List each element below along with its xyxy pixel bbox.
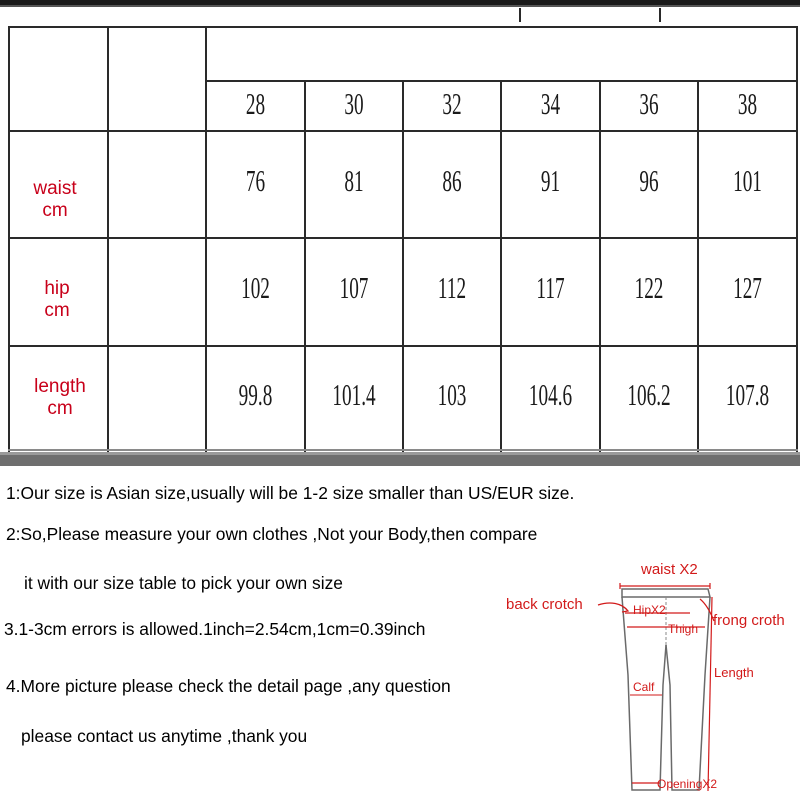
note-2: 2:So,Please measure your own clothes ,Not your Body,then compare — [6, 524, 538, 544]
table-cell: 107 — [339, 270, 369, 305]
row-label-length — [7, 376, 113, 420]
grid-vline — [205, 26, 207, 454]
note-4: 4.More picture please check the detail page ,any question — [6, 676, 451, 696]
table-cell: 86 — [442, 163, 462, 198]
diagram-label-length: Length — [714, 665, 754, 680]
table-cell: 107.8 — [725, 377, 770, 412]
grid-vline — [697, 82, 699, 454]
pants-outline-icon — [500, 555, 800, 800]
size-header-38: 38 — [737, 86, 758, 121]
row-label-unit: cm — [47, 398, 73, 419]
table-cell: 127 — [733, 270, 762, 305]
note-3: 3.1-3cm errors is allowed.1inch=2.54cm,1cm=0.39inch — [4, 619, 426, 639]
size-header-34: 34 — [540, 86, 561, 121]
table-cell: 101.4 — [332, 377, 376, 412]
table-cell: 106.2 — [627, 377, 671, 412]
row-label-unit: cm — [44, 300, 70, 321]
grid-hline — [8, 237, 798, 239]
diagram-label-back-crotch: back crotch — [506, 596, 583, 613]
table-cell: 104.6 — [528, 377, 573, 412]
table-top-border-shadow — [0, 5, 800, 7]
row-label-name: hip — [44, 278, 70, 299]
row-label-hip — [4, 278, 110, 322]
table-bottom-border — [0, 455, 800, 466]
table-cell: 99.8 — [238, 377, 273, 412]
size-header-28: 28 — [245, 86, 266, 121]
table-cell: 101 — [733, 163, 762, 198]
grid-hline — [205, 80, 798, 82]
table-cell: 103 — [437, 377, 467, 412]
diagram-label-waist: waist X2 — [641, 561, 698, 578]
size-header-36: 36 — [639, 86, 659, 121]
table-cell: 117 — [536, 270, 565, 305]
row-label-unit: cm — [42, 200, 68, 221]
size-header-30: 30 — [344, 86, 364, 121]
grid-vline — [796, 26, 798, 454]
diagram-label-hip: HipX2 — [633, 603, 666, 617]
grid-vline — [599, 82, 601, 454]
diagram-label-calf: Calf — [633, 680, 655, 694]
diagram-label-front-crotch: frong croth — [713, 612, 785, 629]
table-cell: 96 — [639, 163, 659, 198]
grid-hline — [8, 130, 798, 132]
table-cell: 102 — [241, 270, 270, 305]
table-cell: 76 — [245, 163, 266, 198]
row-label-name: length — [34, 376, 86, 397]
row-label-name: waist — [33, 178, 77, 199]
grid-vline — [402, 82, 404, 454]
pants-measurement-diagram — [500, 555, 800, 800]
table-cell: 81 — [344, 163, 364, 198]
grid-vline — [500, 82, 502, 454]
note-2-continued: it with our size table to pick your own size — [24, 573, 343, 593]
grid-tick — [659, 8, 661, 22]
grid-vline — [304, 82, 306, 454]
table-cell: 91 — [540, 163, 561, 198]
size-header-32: 32 — [442, 86, 462, 121]
diagram-label-thigh: Thigh — [668, 622, 699, 636]
grid-hline — [8, 345, 798, 347]
table-cell: 122 — [634, 270, 664, 305]
note-4-continued: please contact us anytime ,thank you — [21, 726, 308, 746]
grid-hline — [8, 449, 798, 451]
table-cell: 112 — [437, 270, 467, 305]
grid-tick — [519, 8, 521, 22]
row-label-waist — [2, 178, 108, 222]
grid-hline — [8, 26, 798, 28]
diagram-label-opening: OpeningX2 — [657, 777, 718, 791]
note-1: 1:Our size is Asian size,usually will be 1-2 size smaller than US/EUR size. — [6, 483, 575, 503]
